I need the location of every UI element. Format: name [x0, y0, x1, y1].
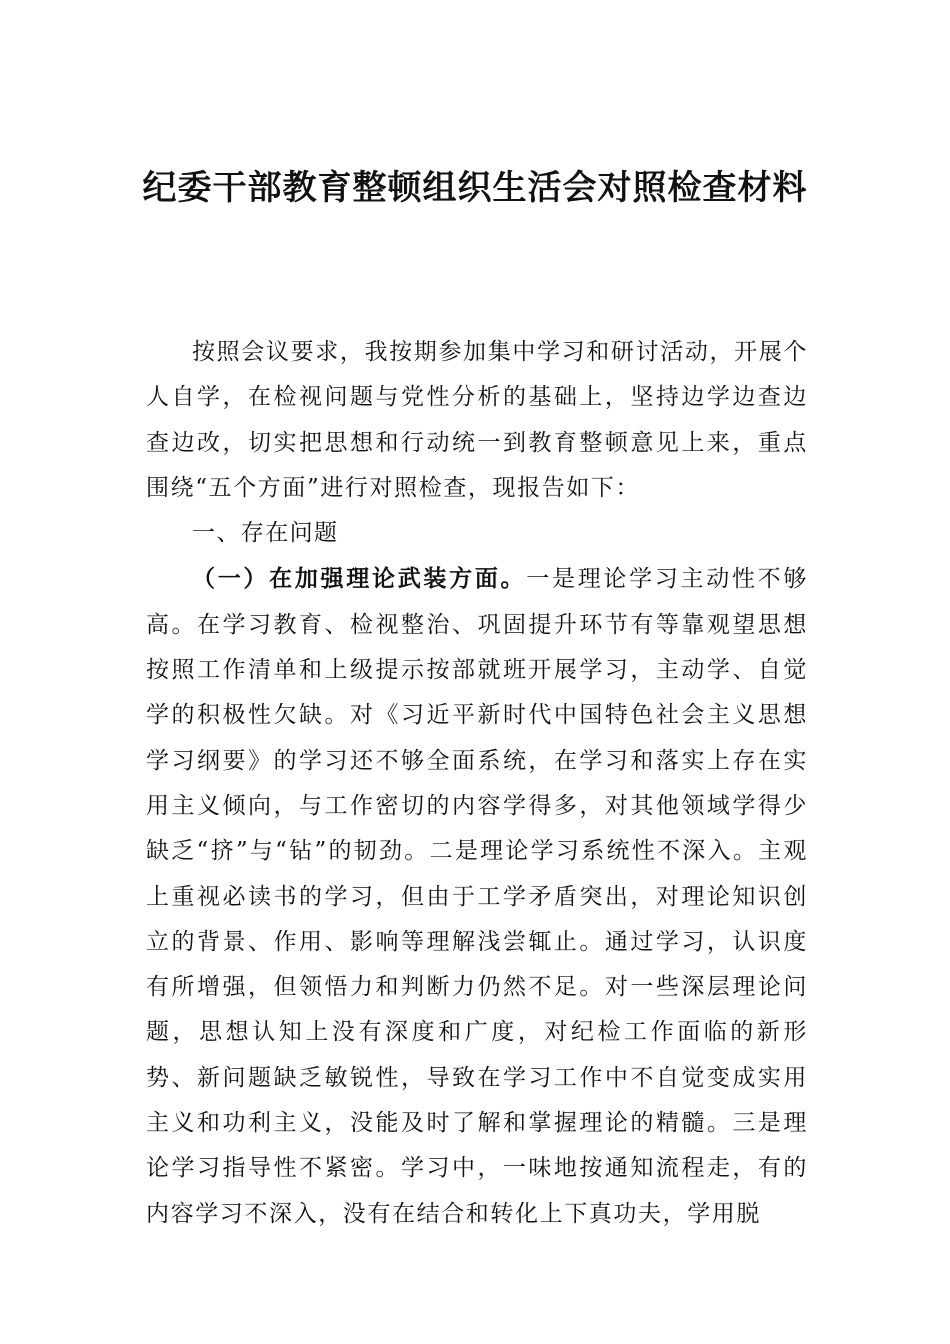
section-heading-problems: 一、存在问题: [192, 520, 339, 547]
document-body: [146, 330, 808, 1237]
theory-paragraph: [146, 556, 808, 1236]
theory-paragraph-text: 一是理论学习主动性不够高。在学习教育、检视整治、巩固提升环节有等靠观望思想按照工作清单和上级提示按部就班开展学习，主动学、自觉学的积极性欠缺。对《习近平新时代中国特色社会主义思想学习纲要》的学习还不够全面系统，在学习和落实上存在实用主义倾向，与工作密切的内容学得多，对其他领域学得少缺乏“挤”与“钻”的韧劲。二是理论学习系统性不深入。主观上重视必读书的学习，但由于工学矛盾突出，对理论知识创立的背景、作用、影响等理解浅尝辄止。通过学习，认识度有所增强，但领悟力和判断力仍然不足。对一些深层理论问题，思想认知上没有深度和广度，对纪检工作面临的新形势、新问题缺乏敏锐性，导致在学习工作中不自觉变成实用主义和功利主义，没能及时了解和掌握理论的精髓。三是理论学习指导性不紧密。学习中，一味地按通知流程走，有的内容学习不深入，没有在结合和转化上下真功夫，学用脱: [146, 566, 808, 1227]
intro-paragraph: 按照会议要求，我按期参加集中学习和研讨活动，开展个人自学，在检视问题与党性分析的基础上，坚持边学边查边查边改，切实把思想和行动统一到教育整顿意见上来，重点围绕“五个方面”进行对照检查，现报告如下：: [146, 339, 808, 501]
document-title: 纪委干部教育整顿组织生活会对照检查材料: [142, 168, 808, 208]
sub-heading-theory: （一）在加强理论武装方面。: [192, 565, 527, 593]
